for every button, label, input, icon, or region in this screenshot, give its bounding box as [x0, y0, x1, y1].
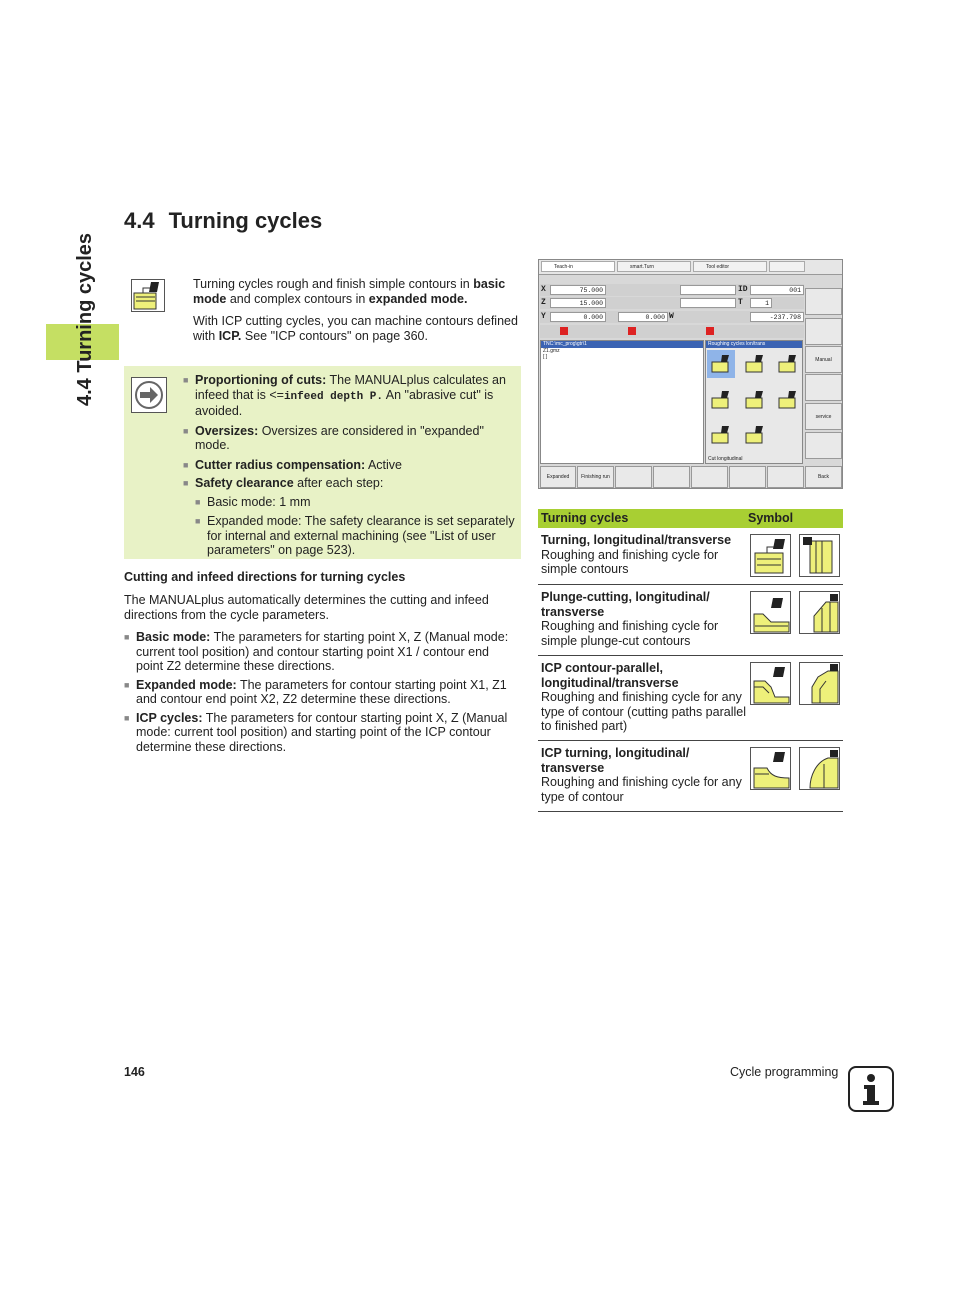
control-screenshot [538, 259, 843, 489]
w-value: 0.000 [618, 312, 668, 322]
side-tab-label: 4.4 Turning cycles [74, 232, 96, 406]
note-item: ■ Proportioning of cuts: The MANUALplus calculates an infeed that is <=infeed depth P. An "abrasive cut" is avoided. [183, 373, 515, 419]
tab-smart-turn[interactable]: smart.Turn [617, 261, 691, 272]
turning-longitudinal-icon [750, 534, 791, 577]
x-row [540, 284, 804, 296]
tab-extra[interactable] [769, 261, 805, 272]
softkey-empty[interactable] [653, 466, 690, 488]
footer-chapter: Cycle programming [730, 1065, 839, 1079]
table-row [538, 656, 843, 741]
section-title-text: Turning cycles [168, 208, 323, 233]
note-item: ■ Cutter radius compensation: Active [183, 458, 515, 473]
intro-text: Turning cycles rough and finish simple contours in [193, 277, 474, 291]
header-symbol: Symbol [748, 511, 794, 525]
turning-transverse-icon [799, 534, 840, 577]
icp-reference: See "ICP contours" on page 360. [241, 328, 428, 343]
directions-item: ■ Expanded mode: The parameters for contour starting point X1, Z1 and contour end point X2, Z2 determine these directions. [124, 678, 519, 707]
program-line: [ ] [543, 354, 548, 360]
cycle-menu-title: Roughing cycles lon/trans [706, 341, 802, 348]
softkey-right-6[interactable] [805, 432, 842, 459]
x-aux-field [680, 285, 736, 295]
directions-item: ■ Basic mode: The parameters for starting point X, Z (Manual mode: current tool position) and contour starting point X1 / contour end point Z2 determine these directions. [124, 630, 519, 674]
note-subitem: ■ Basic mode: 1 mm [195, 495, 515, 510]
plunge-longitudinal-icon [750, 591, 791, 634]
softkey-empty[interactable] [615, 466, 652, 488]
table-header [538, 509, 843, 528]
softkey-right-4[interactable] [805, 374, 842, 401]
icp-parallel-longitudinal-icon [750, 662, 791, 705]
id-label: ID [738, 285, 748, 294]
row-text: ICP turning, longitudinal/ transverse Roughing and finishing cycle for any type of contour [541, 746, 742, 804]
softkey-right-2[interactable] [805, 318, 842, 345]
x-label: X [541, 285, 546, 294]
spindle-row [540, 325, 804, 338]
z-row [540, 297, 804, 309]
note-item: ■ Oversizes: Oversizes are considered in "expanded" mode. [183, 424, 515, 453]
icp-turning-transverse-icon [799, 747, 840, 790]
intro-expanded-mode: expanded mode. [368, 291, 468, 306]
softkey-empty[interactable] [729, 466, 766, 488]
program-line: Z1.gmz [543, 348, 560, 354]
softkey-expanded[interactable]: Expanded [540, 466, 576, 488]
intro-text: and complex contours in [226, 291, 369, 306]
softkey-right-1[interactable] [805, 288, 842, 315]
w-label: W [669, 312, 674, 321]
cycle-extra-icon[interactable] [741, 421, 769, 449]
icp-keyword: ICP. [218, 328, 242, 343]
icp-paragraph [193, 314, 518, 343]
tab-tool-editor[interactable]: Tool editor [693, 261, 767, 272]
softkey-manual[interactable]: Manual [805, 346, 842, 373]
cycle-turning-icon[interactable] [707, 350, 735, 378]
screen-tab-bar [539, 260, 843, 275]
icp-turning-longitudinal-icon [750, 747, 791, 790]
arrow-right-icon [131, 377, 167, 413]
section-number: 4.4 [124, 208, 155, 233]
program-title: TNC:\mc_prog\gtr\1 [541, 341, 703, 348]
cycle-plunge-icon[interactable] [741, 350, 769, 378]
table-row [538, 585, 843, 656]
turning-cycle-icon [131, 279, 165, 312]
spindle-stop-icon [628, 327, 636, 335]
cycle-icp-turning-icon[interactable] [741, 386, 769, 414]
cycle-table [538, 509, 843, 812]
table-row [538, 741, 843, 812]
softkey-finishing-run[interactable]: Finishing run [577, 466, 614, 488]
intro-basic-mode: basic mode [193, 277, 506, 306]
cycle-icp-parallel-icon[interactable] [707, 386, 735, 414]
page-number: 146 [124, 1065, 145, 1079]
softkey-empty[interactable] [691, 466, 728, 488]
t-label: T [738, 298, 743, 307]
spindle-stop-icon [706, 327, 714, 335]
directions-item: ■ ICP cycles: The parameters for contour starting point X, Z (Manual mode: current tool position) and starting point of the ICP contour determine these directions. [124, 711, 519, 755]
info-icon [848, 1066, 894, 1112]
icp-text: With ICP cutting cycles, you can machine contours defined with [193, 314, 518, 343]
side-chapter-tab [46, 212, 119, 406]
x-value: 75.000 [550, 285, 606, 295]
note-list [183, 373, 515, 558]
plunge-transverse-icon [799, 591, 840, 634]
z-label: Z [541, 298, 546, 307]
cycle-menu-footer: Cut longitudinal [708, 456, 743, 462]
softkey-service[interactable]: service [805, 403, 842, 430]
softkey-empty[interactable] [767, 466, 804, 488]
tab-teach-in[interactable]: Teach-in [541, 261, 615, 272]
id-value: 001 [750, 285, 804, 295]
z-aux-field [680, 298, 736, 308]
note-item: ■ Safety clearance after each step: [183, 476, 515, 491]
y-row [540, 311, 804, 323]
header-turning-cycles: Turning cycles [541, 511, 629, 525]
icp-parallel-transverse-icon [799, 662, 840, 705]
y-value: 0.000 [550, 312, 606, 322]
cycle-extra-icon[interactable] [774, 386, 802, 414]
y-label: Y [541, 312, 546, 321]
row-text: Turning, longitudinal/transverse Roughing and finishing cycle for simple contours [541, 533, 732, 576]
directions-heading: Cutting and infeed directions for turning cycles [124, 570, 406, 584]
table-row [538, 528, 843, 585]
softkey-back[interactable]: Back [805, 466, 842, 488]
program-window [540, 340, 704, 464]
spindle-stop-icon [560, 327, 568, 335]
row-text: Plunge-cutting, longitudinal/ transverse Roughing and finishing cycle for simple plunge-cut contours [541, 590, 719, 648]
cycle-extra-icon[interactable] [707, 421, 735, 449]
t-value: 1 [750, 298, 772, 308]
directions-intro: The MANUALplus automatically determines the cutting and infeed directions from the cycle parameters. [124, 593, 489, 622]
note-subitem: ■ Expanded mode: The safety clearance is set separately for internal and external machining (see "List of user parameters" on page 523). [195, 514, 515, 558]
z-value: 15.000 [550, 298, 606, 308]
row-text: ICP contour-parallel, longitudinal/transverse Roughing and finishing cycle for any type of contour (cutting paths parallel to finished part) [541, 661, 746, 733]
section-title [124, 208, 322, 234]
cycle-contour-icon[interactable] [774, 350, 802, 378]
cycle-menu [705, 340, 803, 464]
s-value: -237.798 [750, 312, 804, 322]
directions-list [124, 630, 519, 754]
intro-paragraph [193, 277, 518, 306]
